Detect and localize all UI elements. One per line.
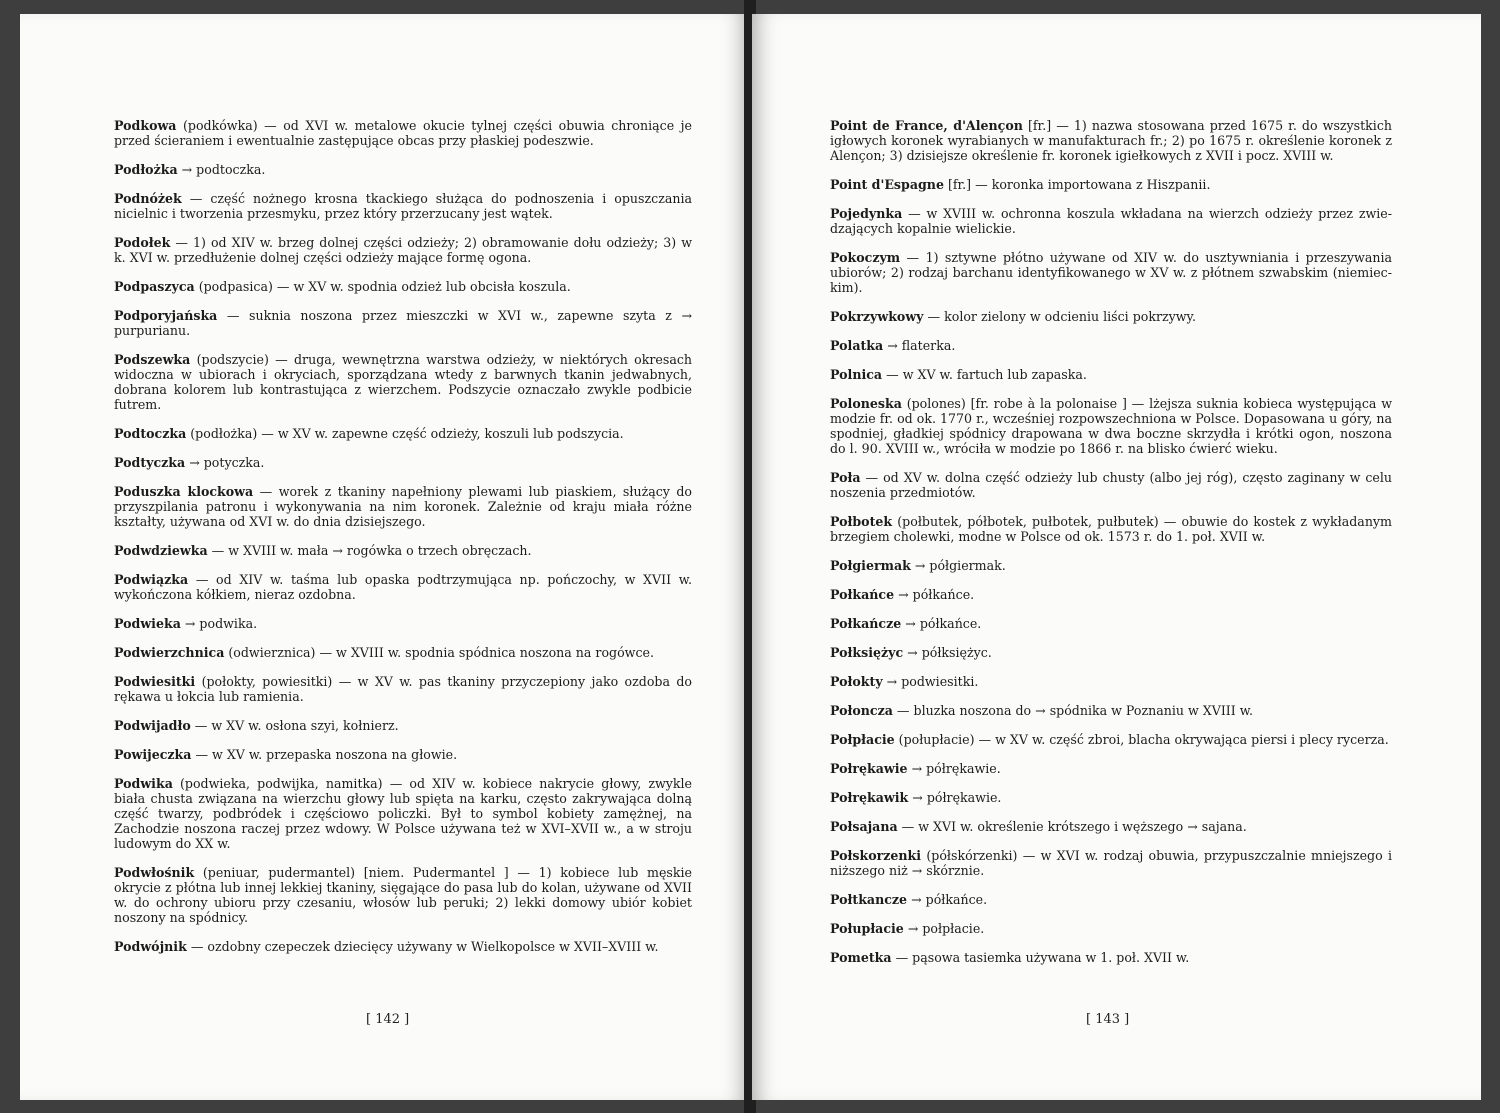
entry-headword: Podwójnik xyxy=(114,939,187,954)
dictionary-entry xyxy=(830,309,1392,324)
left-page xyxy=(20,14,748,1100)
entry-definition: — w XVIII w. ochronna koszula wkładana na wierzch odzieży przez zwie-dzających kopalnie wielickie. xyxy=(830,206,1392,236)
right-page-number: [ 143 ] xyxy=(1086,1012,1130,1027)
entry-headword: Polnica xyxy=(830,367,883,382)
entry-headword: Podpaszyca xyxy=(114,279,195,294)
dictionary-entry xyxy=(830,338,1392,353)
entry-definition: — ozdobny czepeczek dziecięcy używany w Wielkopolsce w XVII–XVIII w. xyxy=(186,939,659,954)
entry-headword: Połkańcze xyxy=(830,616,902,631)
entry-headword: Połoncza xyxy=(830,703,893,718)
entry-definition: (podłożka) — w XV w. zapewne część odzieży, koszuli lub podszycia. xyxy=(186,426,624,441)
entry-definition: (połupłacie) — w XV w. część zbroi, blacha okrywająca piersi i plecy rycerza. xyxy=(894,732,1389,747)
entry-headword: Podporyjańska xyxy=(114,308,218,323)
dictionary-entry xyxy=(830,616,1392,631)
dictionary-entry xyxy=(830,921,1392,936)
entry-definition: → flaterka. xyxy=(883,338,956,353)
entry-headword: Podwijadło xyxy=(114,718,191,733)
entry-definition: — od XIV w. taśma lub opaska podtrzymująca np. pończochy, w XVII w. wykończona kółkiem, nieraz ozdobna. xyxy=(114,572,692,602)
entry-definition: → półgiermak. xyxy=(910,558,1006,573)
dictionary-entry xyxy=(114,455,692,470)
dictionary-entry xyxy=(830,558,1392,573)
dictionary-entry xyxy=(830,674,1392,689)
dictionary-entry xyxy=(830,645,1392,660)
entry-headword: Pokrzywkowy xyxy=(830,309,924,324)
entry-headword: Połrękawik xyxy=(830,790,909,805)
entry-headword: Point d'Espagne xyxy=(830,177,944,192)
entry-headword: Powijeczka xyxy=(114,747,192,762)
entry-headword: Połbotek xyxy=(830,514,893,529)
dictionary-entry xyxy=(114,484,692,529)
left-entries-column xyxy=(114,118,692,968)
entry-headword: Połtkancze xyxy=(830,892,908,907)
dictionary-entry xyxy=(830,761,1392,776)
dictionary-entry xyxy=(830,118,1392,163)
entry-definition: → półkańce. xyxy=(894,587,975,602)
entry-definition: — 1) od XIV w. brzeg dolnej części odzieży; 2) obramowanie dołu odzieży; 3) w k. XVI w. przedłużenie dolnej części odzieży mające formę ogona. xyxy=(114,235,692,265)
entry-headword: Połkańce xyxy=(830,587,895,602)
entry-headword: Połokty xyxy=(830,674,883,689)
entry-definition: [fr.] — koronka importowana z Hiszpanii. xyxy=(943,177,1211,192)
entry-headword: Poloneska xyxy=(830,396,902,411)
entry-definition: — część nożnego krosna tkackiego służąca do podnoszenia i opuszczania nicielnic i tworzenia przesmyku, przez który przerzucany jest wątek. xyxy=(114,191,692,221)
dictionary-entry xyxy=(114,645,692,660)
entry-definition: (peniuar, pudermantel) [niem. Pudermantel ] — 1) kobiece lub męskie okrycie z płótna lub innej lekkiej tkaniny, sięgające do pasa lub do kolan, używane od XVII w. do ochrony ubioru przy czesaniu, włosów lub peruki; 2) lekki domowy ubiór kobiet noszony na spódnicy. xyxy=(114,865,692,925)
entry-headword: Podtyczka xyxy=(114,455,186,470)
entry-definition: — suknia noszona przez mieszczki w XVI w., zapewne szyta z → purpurianu. xyxy=(114,308,692,338)
left-page-number: [ 142 ] xyxy=(366,1012,410,1027)
entry-headword: Point de France, d'Alençon xyxy=(830,118,1023,133)
entry-headword: Połskorzenki xyxy=(830,848,922,863)
dictionary-entry xyxy=(114,308,692,338)
dictionary-entry xyxy=(114,776,692,851)
entry-headword: Podłożka xyxy=(114,162,178,177)
dictionary-entry xyxy=(114,747,692,762)
dictionary-entry xyxy=(830,250,1392,295)
entry-headword: Połgiermak xyxy=(830,558,911,573)
entry-headword: Pokoczym xyxy=(830,250,901,265)
entry-definition: → podwika. xyxy=(180,616,258,631)
entry-definition: → półrękawie. xyxy=(907,761,1001,776)
dictionary-entry xyxy=(830,790,1392,805)
dictionary-entry xyxy=(114,426,692,441)
dictionary-entry xyxy=(114,543,692,558)
entry-definition: (połokty, powiesitki) — w XV w. pas tkaniny przyczepiony jako ozdoba do rękawa u łokcia lub ramienia. xyxy=(114,674,692,704)
entry-headword: Podnóżek xyxy=(114,191,182,206)
entry-definition: (odwierznica) — w XVIII w. spodnia spódnica noszona na rogówce. xyxy=(224,645,654,660)
dictionary-entry xyxy=(114,191,692,221)
dictionary-entry xyxy=(830,819,1392,834)
dictionary-entry xyxy=(114,235,692,265)
entry-definition: — w XV w. osłona szyi, kołnierz. xyxy=(190,718,399,733)
entry-headword: Podszewka xyxy=(114,352,191,367)
dictionary-entry xyxy=(830,396,1392,456)
entry-definition: — 1) sztywne płótno używane od XIV w. do usztywniania i przeszywania ubiorów; 2) rodzaj barchanu identyfikowanego w XV w. z płótnem szwabskim (niemiec-kim). xyxy=(830,250,1392,295)
entry-headword: Podwiesitki xyxy=(114,674,196,689)
entry-definition: → połpłacie. xyxy=(903,921,985,936)
entry-headword: Polatka xyxy=(830,338,884,353)
dictionary-entry xyxy=(830,848,1392,878)
entry-headword: Połupłacie xyxy=(830,921,904,936)
entry-definition: (podkówka) — od XVI w. metalowe okucie tylnej części obuwia chroniące je przed ścieraniem i ewentualnie zastępujące obcas przy płaskiej podeszwie. xyxy=(114,118,692,148)
entry-headword: Podwłośnik xyxy=(114,865,195,880)
entry-definition: — bluzka noszona do → spódnika w Poznaniu w XVIII w. xyxy=(892,703,1254,718)
dictionary-entry xyxy=(830,367,1392,382)
entry-definition: (podszycie) — druga, wewnętrzna warstwa odzieży, w niektórych okresach widoczna w ubiorach i okryciach, sporządzana wtedy z barwnych tkanin jedwabnych, dobrana kolorem lub kontrastująca z wierzchem. Podszycie oznaczało zwykle podbicie futrem. xyxy=(114,352,692,412)
entry-definition: — od XV w. dolna część odzieży lub chusty (albo jej róg), często zaginany w celu noszenia przedmiotów. xyxy=(830,470,1392,500)
dictionary-entry xyxy=(114,939,692,954)
entry-definition: — kolor zielony w odcieniu liści pokrzywy. xyxy=(923,309,1196,324)
dictionary-entry xyxy=(830,587,1392,602)
entry-definition: — w XVI w. określenie krótszego i węższego → sajana. xyxy=(897,819,1247,834)
dictionary-entry xyxy=(830,206,1392,236)
dictionary-entry xyxy=(114,616,692,631)
dictionary-entry xyxy=(830,703,1392,718)
entry-definition: — w XVIII w. mała → rogówka o trzech obręczach. xyxy=(207,543,532,558)
entry-headword: Podwika xyxy=(114,776,173,791)
dictionary-entry xyxy=(114,352,692,412)
entry-definition: (podpasica) — w XV w. spodnia odzież lub obcisła koszula. xyxy=(194,279,571,294)
entry-headword: Połksiężyc xyxy=(830,645,904,660)
entry-definition: — w XV w. fartuch lub zapaska. xyxy=(882,367,1087,382)
entry-definition: → podtoczka. xyxy=(177,162,266,177)
dictionary-entry xyxy=(830,470,1392,500)
dictionary-entry xyxy=(114,572,692,602)
entry-definition: → półkańce. xyxy=(907,892,988,907)
entry-headword: Podołek xyxy=(114,235,171,250)
entry-headword: Podwiązka xyxy=(114,572,189,587)
entry-headword: Podkowa xyxy=(114,118,177,133)
entry-definition: → półkańce. xyxy=(901,616,982,631)
dictionary-entry xyxy=(114,162,692,177)
dictionary-entry xyxy=(114,118,692,148)
dictionary-entry xyxy=(114,718,692,733)
entry-headword: Podwdziewka xyxy=(114,543,208,558)
entry-headword: Podtoczka xyxy=(114,426,187,441)
dictionary-entry xyxy=(114,279,692,294)
dictionary-entry xyxy=(114,674,692,704)
dictionary-entry xyxy=(114,865,692,925)
right-page xyxy=(752,14,1481,1100)
entry-definition: → podwiesitki. xyxy=(882,674,979,689)
dictionary-entry xyxy=(830,732,1392,747)
entry-definition: (podwieka, podwijka, namitka) — od XIV w. kobiece nakrycie głowy, zwykle biała chusta związana na wierzchu głowy lub spięta na karku, często zakrywająca dolną część twarzy, podbródek i częściowo policzki. Był to symbol kobiety zamężnej, na Zachodzie noszona raczej przez wdowy. W Polsce używana też w XVI–XVII w., a w stroju ludowym do XX w. xyxy=(114,776,692,851)
entry-definition: (połbutek, półbotek, pułbotek, pułbutek) — obuwie do kostek z wykładanym brzegiem cholewki, modne w Polsce od ok. 1573 r. do 1. poł. XVII w. xyxy=(830,514,1392,544)
entry-headword: Połpłacie xyxy=(830,732,895,747)
entry-definition: (półskórzenki) — w XVI w. rodzaj obuwia, przypuszczalnie mniejszego i niższego niż → skórznie. xyxy=(830,848,1392,878)
entry-definition: [fr.] — 1) nazwa stosowana przed 1675 r. do wszystkich igłowych koronek wyrabianych w manufakturach fr.; 2) po 1675 r. określenie koronek z Alençon; 3) dzisiejsze określenie fr. koronek igiełkowych z XVII i pocz. XVIII w. xyxy=(830,118,1392,163)
entry-definition: → potyczka. xyxy=(185,455,265,470)
entry-headword: Pojedynka xyxy=(830,206,903,221)
dictionary-entry xyxy=(830,950,1392,965)
dictionary-entry xyxy=(830,514,1392,544)
entry-headword: Podwieka xyxy=(114,616,181,631)
entry-headword: Połrękawie xyxy=(830,761,908,776)
entry-headword: Pometka xyxy=(830,950,892,965)
entry-headword: Poła xyxy=(830,470,861,485)
entry-definition: — w XV w. przepaska noszona na głowie. xyxy=(191,747,458,762)
entry-definition: — pąsowa tasiemka używana w 1. poł. XVII w. xyxy=(891,950,1190,965)
right-entries-column xyxy=(830,118,1392,979)
entry-definition: → półrękawie. xyxy=(908,790,1002,805)
dictionary-entry xyxy=(830,892,1392,907)
dictionary-entry xyxy=(830,177,1392,192)
entry-definition: — worek z tkaniny napełniony plewami lub piaskiem, służący do przyszpilania patronu i wykonywania na nim koronek. Zależnie od kraju miała różne kształty, używana od XVI w. do dnia dzisiejszego. xyxy=(114,484,693,529)
entry-headword: Połsajana xyxy=(830,819,898,834)
entry-headword: Podwierzchnica xyxy=(114,645,225,660)
entry-headword: Poduszka klockowa xyxy=(114,484,254,499)
entry-definition: (polones) [fr. robe à la polonaise ] — lżejsza suknia kobieca występująca w modzie fr. od ok. 1770 r., wcześniej rozpowszechniona w Polsce. Dopasowana u góry, na spodniej, gładkiej spódnicy drapowana w dwa boczne skrzydła i krótki ogon, noszona do l. 90. XVIII w., wróciła w modzie po 1866 r. na blisko ćwierć wieku. xyxy=(830,396,1392,456)
entry-definition: → półksiężyc. xyxy=(903,645,992,660)
